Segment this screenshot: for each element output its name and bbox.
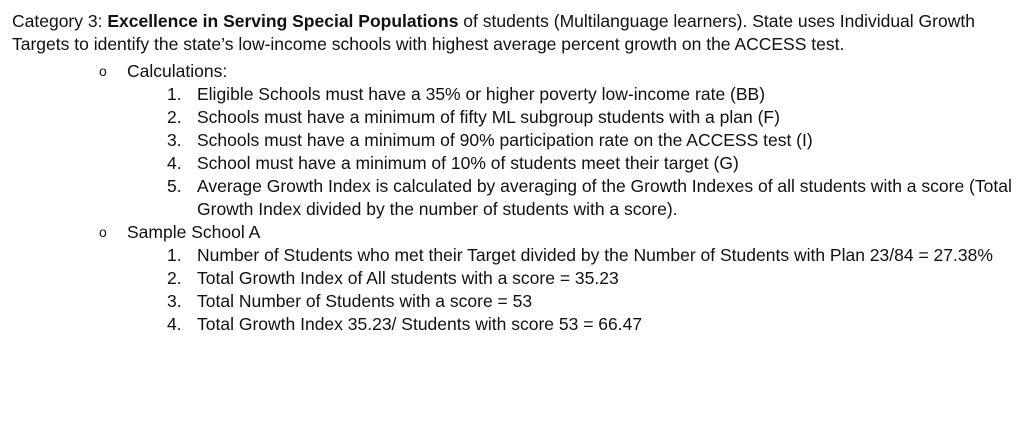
item-text: School must have a minimum of 10% of students meet their target (G): [197, 153, 739, 173]
item-number: 5.: [167, 176, 182, 196]
list-item: [167, 129, 1014, 152]
calculations-title: Calculations:: [127, 61, 228, 81]
item-text: Number of Students who met their Target divided by the Number of Students with Plan 23/84 = 27.38%: [197, 245, 993, 265]
calculations-section: [99, 60, 1014, 221]
list-item: [167, 83, 1014, 106]
bullet-icon: o: [99, 63, 107, 79]
item-text: Total Number of Students with a score = 53: [197, 291, 533, 311]
list-item: [167, 152, 1014, 175]
item-text: Total Growth Index 35.23/ Students with score 53 = 66.47: [197, 314, 643, 334]
item-text: Eligible Schools must have a 35% or higher poverty low-income rate (BB): [197, 84, 766, 104]
item-text: Schools must have a minimum of fifty ML subgroup students with a plan (F): [197, 107, 780, 127]
intro-suffix: of students (Multilanguage learners). State uses Individual Growth Targets to identify the state’s low-income schools with highest average percent growth on the ACCESS test.: [12, 11, 975, 54]
item-number: 1.: [167, 245, 182, 265]
item-number: 1.: [167, 84, 182, 104]
list-item: [167, 290, 1014, 313]
list-item: [167, 106, 1014, 129]
list-item: [167, 267, 1014, 290]
list-item: [167, 244, 1014, 267]
sample-school-section: [99, 221, 1014, 336]
intro-prefix: Category 3:: [12, 11, 108, 31]
item-text: Schools must have a minimum of 90% participation rate on the ACCESS test (I): [197, 130, 813, 150]
sample-school-list: [167, 244, 1014, 336]
item-text: Average Growth Index is calculated by averaging of the Growth Indexes of all students with a score (Total Growth Index divided by the number of students with a score).: [197, 176, 1012, 219]
intro-paragraph: [12, 10, 1014, 56]
item-number: 4.: [167, 153, 182, 173]
calculations-list: [167, 83, 1014, 221]
item-number: 3.: [167, 130, 182, 150]
item-number: 2.: [167, 268, 182, 288]
list-item: [167, 313, 1014, 336]
sample-school-title: Sample School A: [127, 222, 261, 242]
intro-bold-title: Excellence in Serving Special Populations: [107, 11, 459, 31]
item-number: 4.: [167, 314, 182, 334]
item-number: 3.: [167, 291, 182, 311]
item-text: Total Growth Index of All students with a score = 35.23: [197, 268, 619, 288]
list-item: [167, 175, 1014, 221]
bullet-icon: o: [99, 224, 107, 240]
item-number: 2.: [167, 107, 182, 127]
